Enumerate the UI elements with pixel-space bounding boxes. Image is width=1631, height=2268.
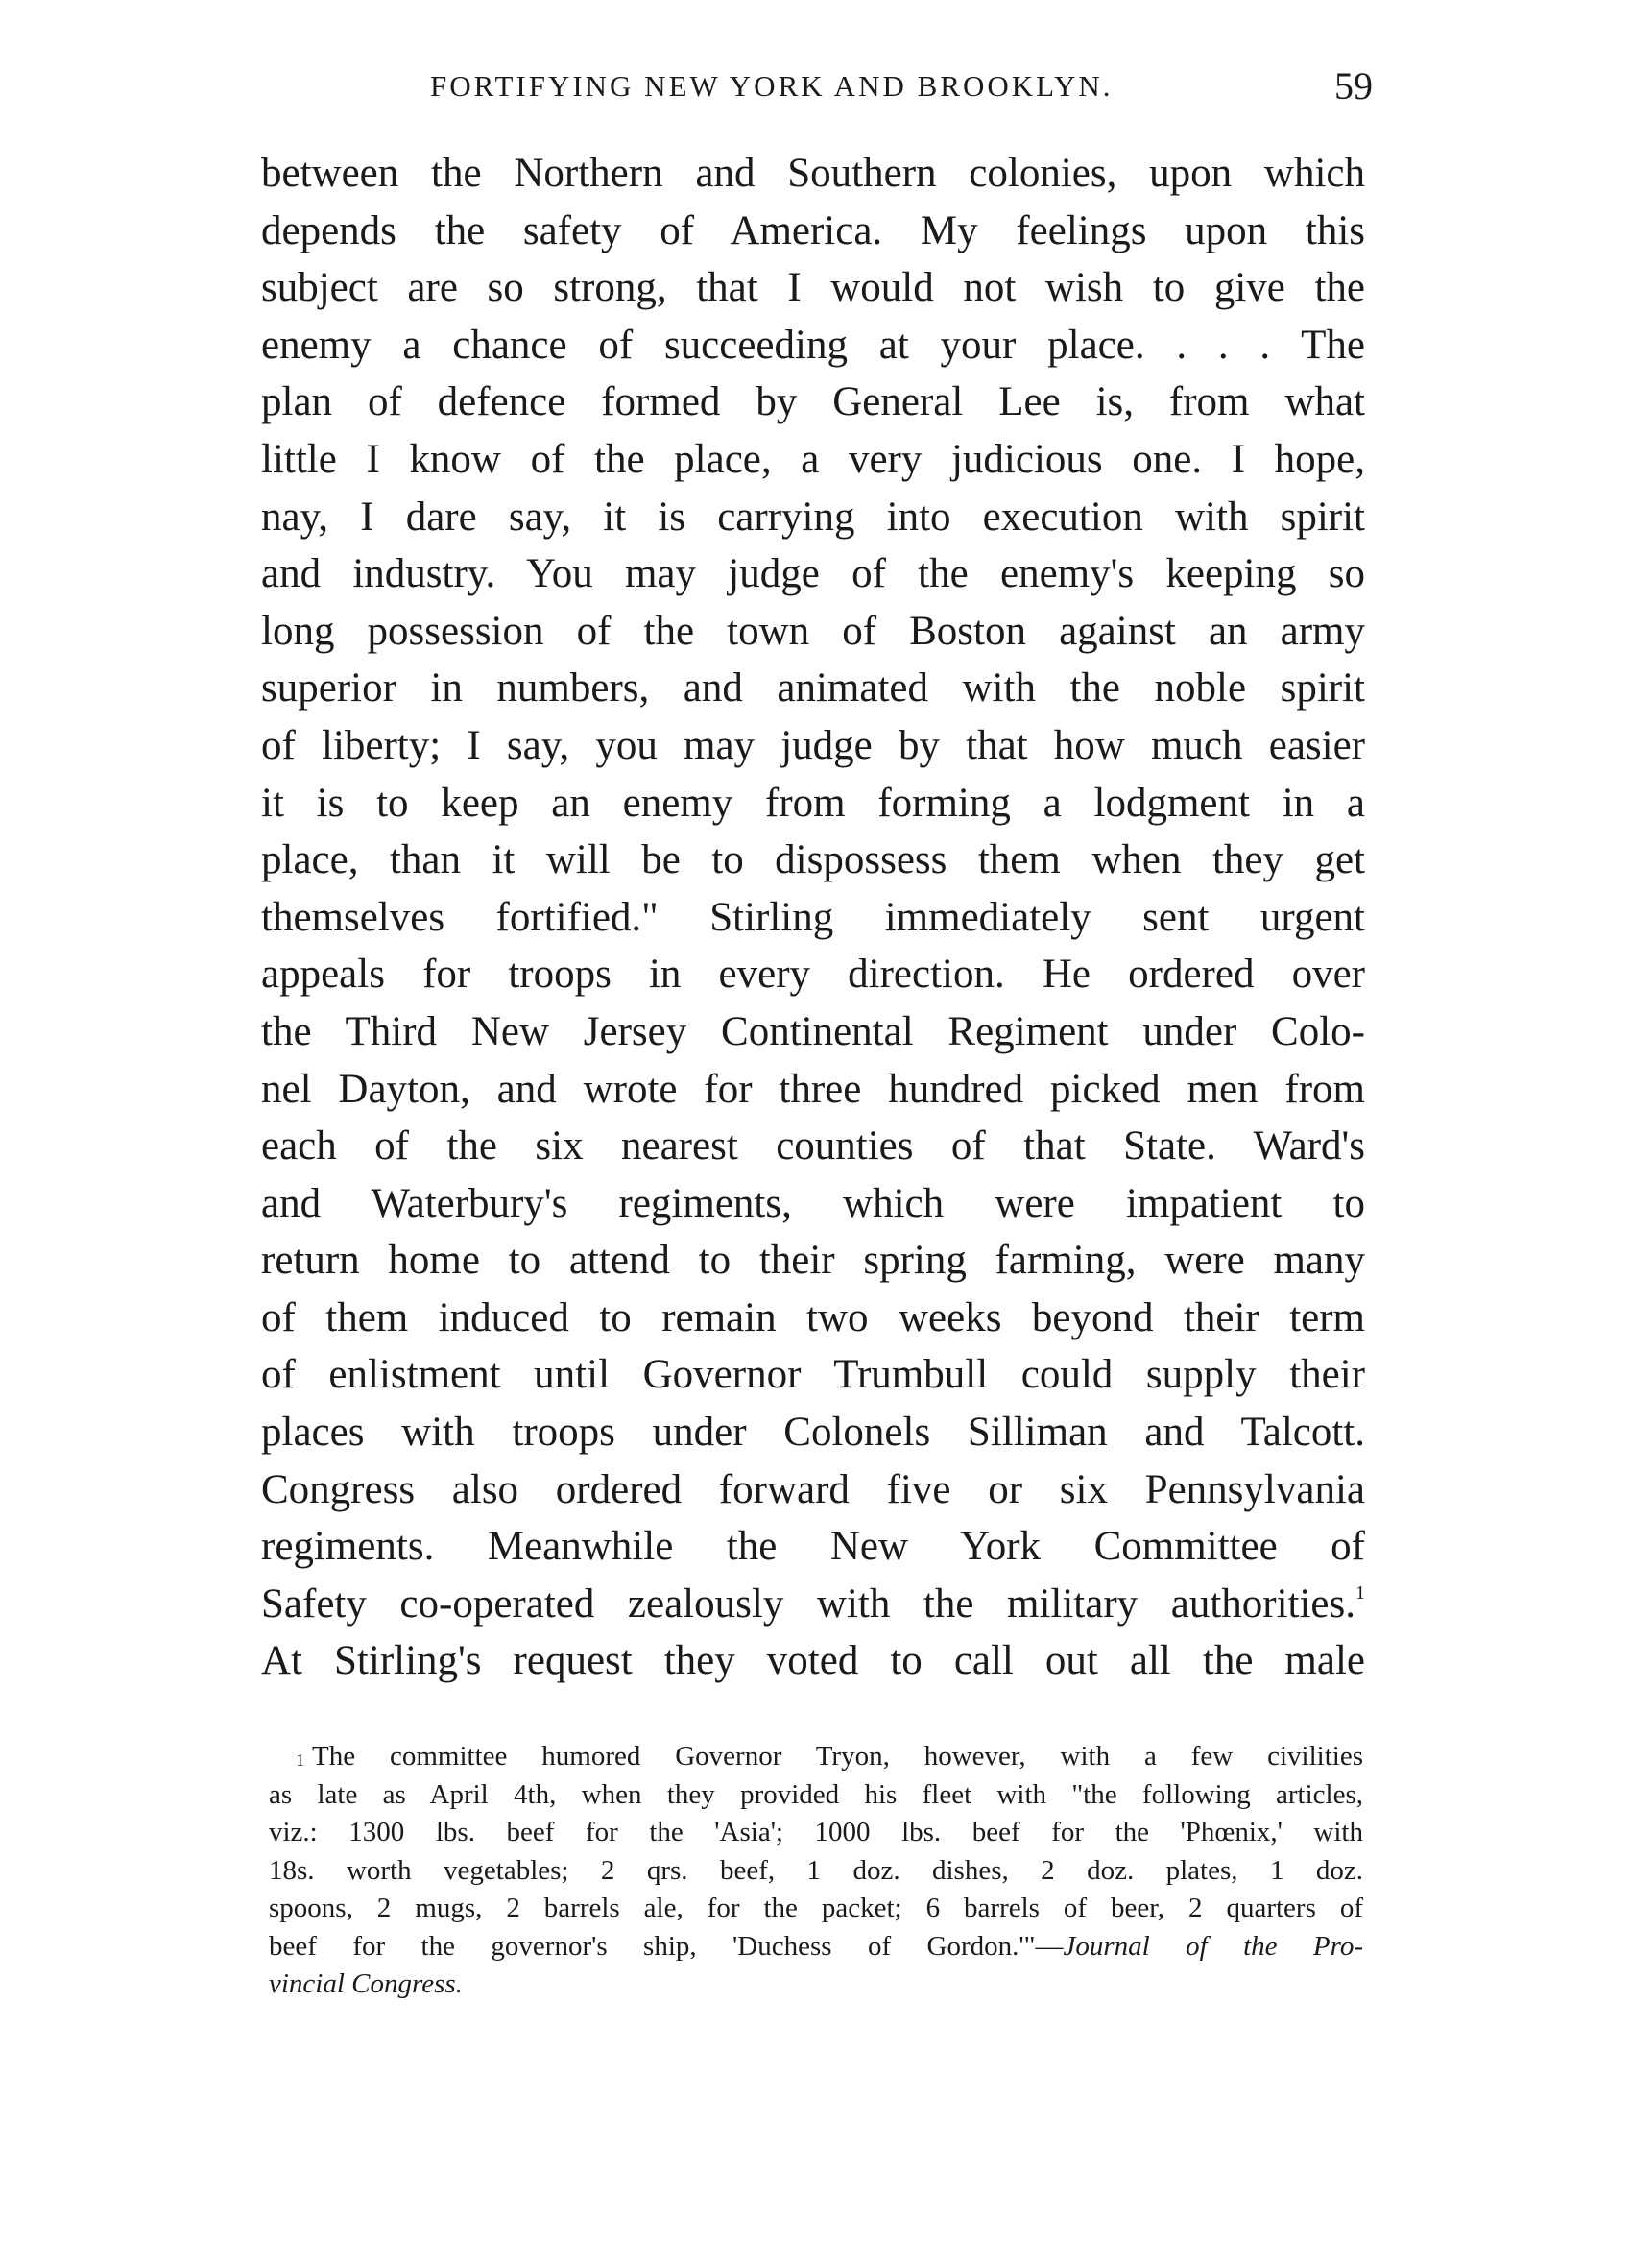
text-line-content: Safety co-operated zealously with the military authorities. — [261, 1580, 1355, 1627]
text-line: of enlistment until Governor Trumbull could supply their — [261, 1352, 1365, 1398]
text-line: depends the safety of America. My feelings upon this — [261, 207, 1365, 253]
text-line: At Stirling's request they voted to call out all the male — [261, 1638, 1365, 1684]
text-line: superior in numbers, and animated with the noble spirit — [261, 665, 1365, 712]
text-line: subject are so strong, that I would not wish to give the — [261, 265, 1365, 311]
footnote-line-content: The committee humored Governor Tryon, however, with a few civilities — [312, 1741, 1363, 1772]
text-line: enemy a chance of succeeding at your place. . . . The — [261, 322, 1365, 368]
text-line-with-footnote-ref — [261, 1576, 1365, 1633]
footnote-line-content: beef for the governor's ship, 'Duchess of Gordon.'"— — [269, 1930, 1064, 1962]
footnote-reference[interactable]: 1 — [1355, 1581, 1365, 1604]
running-head — [259, 63, 1373, 121]
text-line: Congress also ordered forward five or six Pennsylvania — [261, 1466, 1365, 1512]
body-text — [261, 145, 1365, 1690]
footnote-line: as late as April 4th, when they provided his fleet with "the following articles, — [269, 1778, 1363, 1810]
footnote-number: 1 — [296, 1750, 304, 1770]
text-line: of liberty; I say, you may judge by that how much easier — [261, 722, 1365, 768]
text-line: appeals for troops in every direction. He ordered over — [261, 952, 1365, 998]
text-line: it is to keep an enemy from forming a lodgment in a — [261, 780, 1365, 826]
text-line: plan of defence formed by General Lee is, from what — [261, 379, 1365, 425]
text-line: place, than it will be to dispossess them when they get — [261, 837, 1365, 883]
text-line: themselves fortified." Stirling immediately sent urgent — [261, 894, 1365, 940]
text-line: little I know of the place, a very judicious one. I hope, — [261, 436, 1365, 482]
footnote-line — [269, 1738, 1363, 1776]
text-line: of them induced to remain two weeks beyond their term — [261, 1294, 1365, 1340]
text-line: each of the six nearest counties of that State. Ward's — [261, 1123, 1365, 1170]
text-line: long possession of the town of Boston against an army — [261, 608, 1365, 654]
footnote — [269, 1738, 1363, 2004]
text-line: and Waterbury's regiments, which were impatient to — [261, 1180, 1365, 1226]
text-line: nay, I dare say, it is carrying into execution with spirit — [261, 494, 1365, 540]
text-line: nel Dayton, and wrote for three hundred picked men from — [261, 1066, 1365, 1112]
running-title: FORTIFYING NEW YORK AND BROOKLYN. — [430, 69, 1114, 103]
text-line: the Third New Jersey Continental Regiment under Colo- — [261, 1008, 1365, 1054]
footnote-line: spoons, 2 mugs, 2 barrels ale, for the packet; 6 barrels of beer, 2 quarters of — [269, 1893, 1363, 1923]
footnote-line: 18s. worth vegetables; 2 qrs. beef, 1 doz. dishes, 2 doz. plates, 1 doz. — [269, 1854, 1363, 1886]
text-line: regiments. Meanwhile the New York Committee of — [261, 1524, 1365, 1570]
text-line: places with troops under Colonels Silliman and Talcott. — [261, 1410, 1365, 1456]
text-line: between the Northern and Southern colonies, upon which — [261, 151, 1365, 196]
footnote-line — [269, 1928, 1363, 1966]
footnote-citation-end: vincial Congress. — [269, 1968, 463, 1999]
page-number: 59 — [1334, 64, 1373, 108]
text-line: and industry. You may judge of the enemy's keeping so — [261, 551, 1365, 597]
footnote-line: viz.: 1300 lbs. beef for the 'Asia'; 1000 lbs. beef for the 'Phœnix,' with — [269, 1817, 1363, 1847]
text-line: return home to attend to their spring farming, were many — [261, 1238, 1365, 1284]
footnote-citation: Journal of the Pro- — [1063, 1930, 1363, 1962]
